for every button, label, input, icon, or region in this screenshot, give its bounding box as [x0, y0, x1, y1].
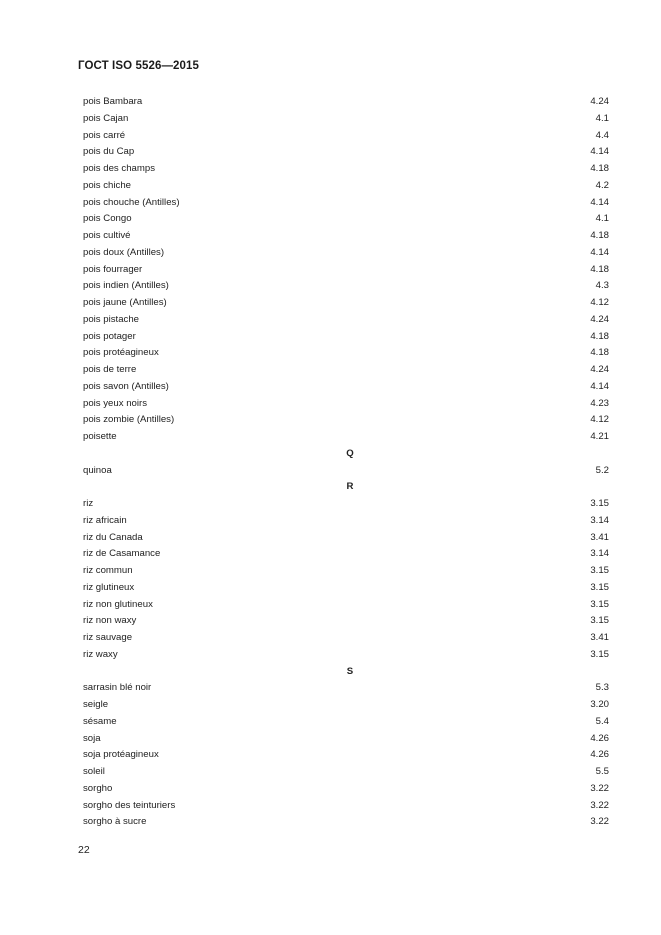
index-reference: 4.18: [590, 263, 609, 275]
index-entry: [83, 128, 609, 145]
index-entry: [83, 278, 609, 295]
index-entry: [83, 228, 609, 245]
index-reference: 3.20: [590, 699, 609, 710]
index-reference: 4.12: [590, 414, 609, 426]
index-reference: 4.14: [590, 196, 609, 208]
index-reference: 3.14: [590, 514, 609, 526]
index-reference: 3.41: [590, 632, 609, 643]
index-term: pois indien (Antilles): [83, 280, 169, 292]
index-term: pois du Cap: [83, 146, 135, 158]
index-term: pois cultivé: [83, 230, 131, 241]
index-entry: [83, 814, 609, 831]
index-reference: 3.41: [590, 531, 609, 543]
index-entry: [83, 429, 609, 446]
index-reference: 3.14: [590, 548, 609, 560]
index-entry: [83, 680, 609, 697]
index-entry: [83, 262, 609, 279]
index-entry: [83, 362, 609, 379]
index-entry: [83, 412, 609, 429]
index-term: riz de Casamance: [83, 548, 161, 560]
index-reference: 4.3: [595, 280, 609, 292]
index-term: sorgho à sucre: [83, 816, 147, 828]
index-reference: 4.18: [590, 163, 609, 174]
page-number: 22: [78, 844, 90, 856]
index-reference: 4.14: [590, 246, 609, 258]
index-term: pois savon (Antilles): [83, 380, 169, 392]
index-reference: 3.15: [590, 565, 609, 576]
index-entry: [83, 379, 609, 396]
index-term: pois potager: [83, 330, 136, 342]
index-entry: [83, 463, 609, 480]
index-entry: [83, 546, 609, 563]
index-entry: [83, 597, 609, 614]
index-reference: 4.24: [590, 364, 609, 375]
index-entry: [83, 178, 609, 195]
index-reference: 4.14: [590, 380, 609, 392]
section-letter: Q: [346, 447, 354, 459]
index-term: sésame: [83, 715, 117, 727]
index-entry: [83, 396, 609, 413]
index-entry: [83, 647, 609, 664]
index-entry: [83, 731, 609, 748]
index-reference: 4.24: [590, 96, 609, 107]
index-term: pois protéagineux: [83, 347, 159, 359]
index-term: pois chouche (Antilles): [83, 196, 180, 208]
index-entry: [83, 697, 609, 714]
index-reference: 3.22: [590, 799, 609, 811]
document-header: ГОСТ ISO 5526—2015: [78, 60, 200, 72]
index-term: pois yeux noirs: [83, 397, 147, 409]
index-term: riz commun: [83, 565, 133, 576]
index-reference: 4.24: [590, 313, 609, 325]
index-term: soleil: [83, 766, 105, 777]
index-reference: 3.22: [590, 816, 609, 828]
index-term: pois Congo: [83, 213, 132, 225]
section-letter: R: [346, 481, 354, 493]
index-term: pois Bambara: [83, 96, 143, 107]
index-reference: 5.5: [595, 766, 609, 777]
index-term: riz non waxy: [83, 615, 137, 627]
index-term: pois de terre: [83, 364, 137, 375]
index-entry: [83, 530, 609, 547]
index-entry: [83, 714, 609, 731]
index-entry: [83, 781, 609, 798]
index-list: [83, 94, 609, 831]
index-reference: 3.15: [590, 648, 609, 660]
index-reference: 4.12: [590, 297, 609, 308]
index-term: riz glutineux: [83, 581, 135, 593]
index-term: riz non glutineux: [83, 598, 153, 610]
index-reference: 4.1: [595, 213, 609, 225]
index-term: pois doux (Antilles): [83, 246, 165, 258]
index-entry: [83, 144, 609, 161]
index-entry: [83, 245, 609, 262]
index-entry: [83, 580, 609, 597]
index-reference: 3.15: [590, 598, 609, 610]
index-term: sarrasin blé noir: [83, 682, 152, 694]
index-term: soja protéagineux: [83, 749, 159, 761]
index-entry: [83, 563, 609, 580]
index-term: pois zombie (Antilles): [83, 414, 175, 426]
index-term: soja: [83, 732, 101, 744]
index-term: riz waxy: [83, 648, 118, 660]
index-reference: 3.22: [590, 782, 609, 794]
index-entry: [83, 747, 609, 764]
index-term: poisette: [83, 431, 117, 442]
index-reference: 3.15: [590, 498, 609, 509]
index-term: pois fourrager: [83, 263, 143, 275]
index-term: pois carré: [83, 129, 126, 141]
index-term: riz africain: [83, 514, 127, 526]
index-entry: [83, 94, 609, 111]
index-entry: [83, 496, 609, 513]
index-term: seigle: [83, 699, 109, 710]
index-term: sorgho des teinturiers: [83, 799, 176, 811]
index-entry: [83, 161, 609, 178]
index-term: pois chiche: [83, 179, 131, 191]
index-reference: 4.18: [590, 347, 609, 359]
index-entry: [83, 513, 609, 530]
index-reference: 5.3: [595, 682, 609, 694]
index-term: quinoa: [83, 464, 112, 476]
index-reference: 5.2: [595, 464, 609, 476]
index-entry: [83, 630, 609, 647]
index-reference: 4.18: [590, 230, 609, 241]
index-entry: [83, 764, 609, 781]
index-term: sorgho: [83, 782, 113, 794]
index-term: riz: [83, 498, 94, 509]
index-entry: [83, 329, 609, 346]
index-term: pois des champs: [83, 163, 155, 174]
index-entry: [83, 613, 609, 630]
index-term: pois jaune (Antilles): [83, 297, 167, 308]
index-entry: [83, 798, 609, 815]
index-reference: 4.26: [590, 749, 609, 761]
section-letter: S: [346, 665, 354, 677]
index-reference: 4.14: [590, 146, 609, 158]
index-term: riz sauvage: [83, 632, 133, 643]
index-reference: 4.4: [595, 129, 609, 141]
index-reference: 4.2: [595, 179, 609, 191]
index-reference: 4.18: [590, 330, 609, 342]
index-reference: 4.23: [590, 397, 609, 409]
index-term: pois pistache: [83, 313, 139, 325]
index-term: riz du Canada: [83, 531, 143, 543]
index-reference: 4.1: [595, 112, 609, 124]
index-reference: 5.4: [595, 715, 609, 727]
index-entry: [83, 111, 609, 128]
index-entry: [83, 195, 609, 212]
index-term: pois Cajan: [83, 112, 129, 124]
index-reference: 4.21: [590, 431, 609, 442]
index-entry: [83, 345, 609, 362]
index-reference: 3.15: [590, 581, 609, 593]
index-reference: 4.26: [590, 732, 609, 744]
index-entry: [83, 312, 609, 329]
index-entry: [83, 295, 609, 312]
index-entry: [83, 211, 609, 228]
index-reference: 3.15: [590, 615, 609, 627]
